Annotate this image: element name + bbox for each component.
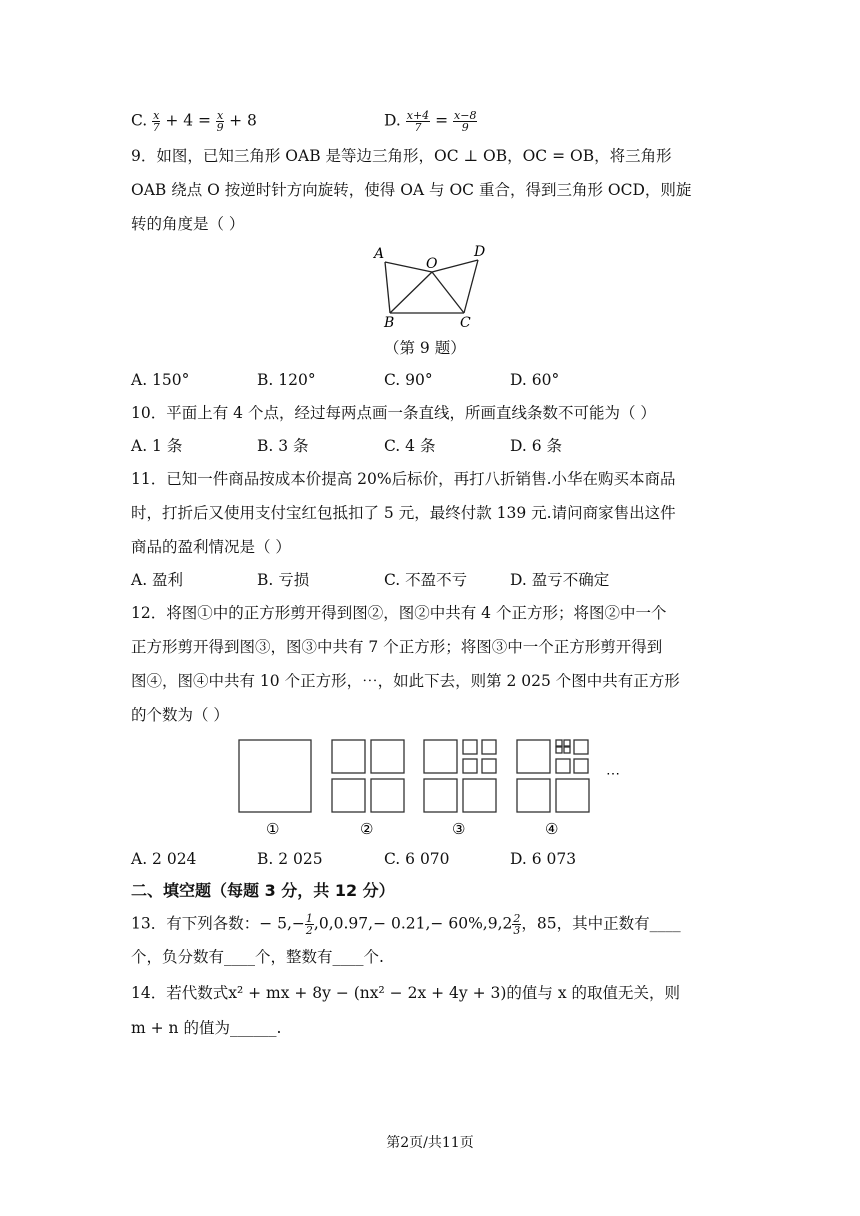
q13-line1: 13．有下列各数：− 5,− $\frac{1}{2}$ ,0,0.97,− 0.21,− 60%,9,2 $\frac{2}{3}$ ，85，其中正数有____ xyxy=(131,912,681,937)
q11-line2: 时，打折后又使用支付宝红包抵扣了 5 元，最终付款 139 元.请问商家售出这件 xyxy=(131,504,676,522)
page-footer: 第2页/共11页 xyxy=(386,1135,474,1151)
q9-caption: （第 9 题） xyxy=(384,339,466,357)
q12-line3: 图④，图④中共有 10 个正方形，⋯，如此下去，则第 2 025 个图中共有正方形 xyxy=(131,672,680,690)
q8-option-d: D. $\frac{x+4}{7}$ = $\frac{x-8}{9}$ xyxy=(384,109,477,134)
q9-option-a: A. 150° xyxy=(131,371,190,389)
q9-label-b: B xyxy=(384,315,395,330)
q9-label-o: O xyxy=(426,256,438,272)
q12-figure xyxy=(230,732,630,842)
q12-option-a: A. 2 024 xyxy=(131,850,197,868)
q11-line3: 商品的盈利情况是（ ） xyxy=(131,538,291,556)
q12-label-4: ④ xyxy=(545,820,559,838)
q8-option-c: C. $\frac{x}{7}$ + 4 = $\frac{x}{9}$ + 8 xyxy=(131,109,257,134)
q12-label-1: ① xyxy=(266,820,280,838)
q11-option-c: C. 不盈不亏 xyxy=(384,571,468,589)
q9-option-c: C. 90° xyxy=(384,371,433,389)
section2-heading: 二、填空题（每题 3 分，共 12 分） xyxy=(131,881,395,900)
q11-line1: 11．已知一件商品按成本价提高 20%后标价，再打八折销售.小华在购买本商品 xyxy=(131,470,676,488)
q10-option-d: D. 6 条 xyxy=(510,437,563,455)
q9-figure xyxy=(360,240,500,330)
q12-line2: 正方形剪开得到图③，图③中共有 7 个正方形；将图③中一个正方形剪开得到 xyxy=(131,638,663,656)
q11-option-d: D. 盈亏不确定 xyxy=(510,571,610,589)
q14-line2: m + n 的值为______. xyxy=(131,1019,282,1037)
q9-label-a: A xyxy=(374,246,385,262)
q12-label-3: ③ xyxy=(452,820,466,838)
q12-option-c: C. 6 070 xyxy=(384,850,450,868)
q9-option-b: B. 120° xyxy=(257,371,316,389)
q10-option-b: B. 3 条 xyxy=(257,437,309,455)
q10-option-c: C. 4 条 xyxy=(384,437,436,455)
q9-option-d: D. 60° xyxy=(510,371,560,389)
q12-option-b: B. 2 025 xyxy=(257,850,323,868)
q9-line2: OAB 绕点 O 按逆时针方向旋转，使得 OA 与 OC 重合，得到三角形 OCD，则旋 xyxy=(131,181,692,199)
q10-line1: 10．平面上有 4 个点，经过每两点画一条直线，所画直线条数不可能为（ ） xyxy=(131,404,656,422)
q11-option-a: A. 盈利 xyxy=(131,571,184,589)
q14-line1: 14．若代数式x² + mx + 8y − (nx² − 2x + 4y + 3)的值与 x 的取值无关，则 xyxy=(131,984,680,1002)
q9-line1: 9．如图，已知三角形 OAB 是等边三角形，OC ⊥ OB，OC = OB，将三角形 xyxy=(131,147,672,165)
q12-label-2: ② xyxy=(360,820,374,838)
q12-line1: 12．将图①中的正方形剪开得到图②，图②中共有 4 个正方形；将图②中一个 xyxy=(131,604,667,622)
q10-option-a: A. 1 条 xyxy=(131,437,183,455)
q9-label-d: D xyxy=(474,244,486,260)
q9-line3: 转的角度是（ ） xyxy=(131,215,245,233)
q13-line2: 个，负分数有____个，整数有____个. xyxy=(131,948,384,966)
q12-ellipsis: ⋯ xyxy=(606,766,620,782)
q12-option-d: D. 6 073 xyxy=(510,850,577,868)
q11-option-b: B. 亏损 xyxy=(257,571,310,589)
q12-line4: 的个数为（ ） xyxy=(131,706,229,724)
q9-label-c: C xyxy=(460,315,471,330)
